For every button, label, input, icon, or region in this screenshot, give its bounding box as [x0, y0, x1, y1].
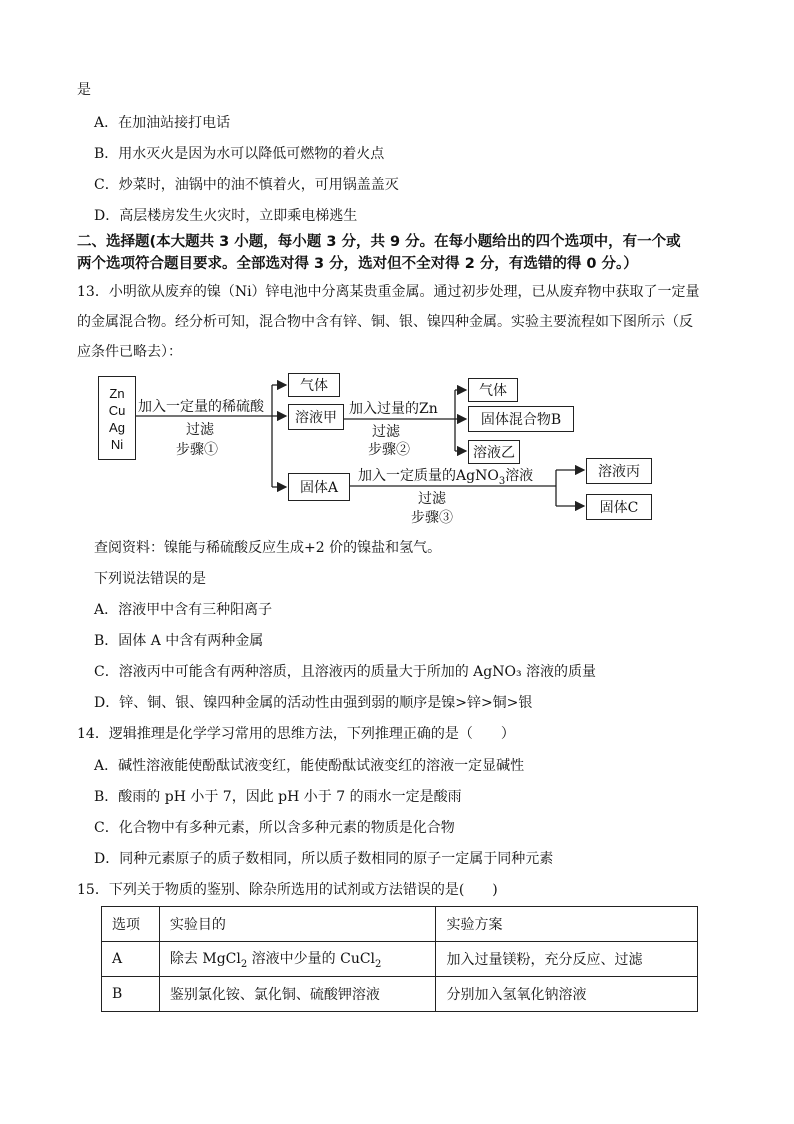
solid-c-box: 固体C [586, 494, 652, 520]
q14-option-d: D．同种元素原子的质子数相同，所以质子数相同的原子一定属于同种元素 [94, 851, 554, 867]
metal-ni: Ni [110, 437, 124, 452]
solution-yi-box: 溶液乙 [468, 440, 520, 464]
q12-tail: 是 [77, 82, 91, 98]
table-header-option: 选项 [102, 907, 160, 942]
q13-option-d: D．锌、铜、银、镍四种金属的活动性由强到弱的顺序是镍>锌>铜>银 [94, 695, 533, 711]
step2-reagent: 加入过量的Zn [349, 401, 438, 417]
q12-option-c: C．炒菜时，油锅中的油不慎着火，可用锅盖盖灭 [94, 177, 399, 193]
metal-ag: Ag [109, 420, 125, 435]
gas1-box: 气体 [288, 373, 340, 397]
step3-reagent: 加入一定质量的AgNO$_3$溶液 [358, 468, 534, 487]
section2-heading-line1: 二、选择题(本大题共 3 小题，每小题 3 分，共 9 分。在每小题给出的四个选项中，有一个或 [77, 234, 681, 250]
q15-table [101, 906, 698, 1012]
q12-option-a: A．在加油站接打电话 [94, 115, 231, 131]
q13-stem-line1: 13．小明欲从废弃的镍（Ni）锌电池中分离某贵重金属。通过初步处理，已从废弃物中获取了一定量 [77, 284, 700, 300]
q14-option-c: C．化合物中有多种元素，所以含多种元素的物质是化合物 [94, 820, 455, 836]
q12-option-b: B．用水灭火是因为水可以降低可燃物的着火点 [94, 146, 385, 162]
table-row [102, 942, 698, 977]
step1-name: 步骤① [176, 442, 218, 458]
table-cell-plan: 加入过量镁粉，充分反应、过滤 [436, 942, 698, 977]
q13-option-c: C．溶液丙中可能含有两种溶质，且溶液丙的质量大于所加的 AgNO₃ 溶液的质量 [94, 664, 597, 680]
solid-a-box: 固体A [288, 473, 350, 501]
step1-filter: 过滤 [186, 422, 214, 438]
q13-option-b: B．固体 A 中含有两种金属 [94, 633, 264, 649]
table-header-row [102, 907, 698, 942]
step2-name: 步骤② [368, 442, 410, 458]
table-cell-option: B [102, 977, 160, 1012]
gas2-box: 气体 [468, 378, 518, 402]
q12-option-d: D．高层楼房发生火灾时，立即乘电梯逃生 [94, 208, 358, 224]
solution-jia-box: 溶液甲 [288, 404, 344, 430]
section2-heading-line2: 两个选项符合题目要求。全部选对得 3 分，选对但不全对得 2 分，有选错的得 0 分。） [77, 256, 638, 272]
table-cell-option: A [102, 942, 160, 977]
q14-stem: 14．逻辑推理是化学学习常用的思维方法，下列推理正确的是（ ） [77, 726, 515, 742]
q13-ask: 下列说法错误的是 [94, 571, 206, 587]
q13-option-a: A．溶液甲中含有三种阳离子 [94, 602, 273, 618]
table-header-plan: 实验方案 [436, 907, 698, 942]
q13-stem-line3: 应条件已略去）： [77, 344, 182, 360]
table-cell-purpose: 鉴别氯化铵、氯化铜、硫酸钾溶液 [159, 977, 436, 1012]
table-cell-plan: 分别加入氢氧化钠溶液 [436, 977, 698, 1012]
q13-stem-line2: 的金属混合物。经分析可知，混合物中含有锌、铜、银、镍四种金属。实验主要流程如下图所示（反 [77, 314, 693, 330]
q13-info: 查阅资料：镍能与稀硫酸反应生成+2 价的镍盐和氢气。 [94, 540, 442, 556]
q14-option-b: B．酸雨的 pH 小于 7，因此 pH 小于 7 的雨水一定是酸雨 [94, 789, 462, 805]
metal-cu: Cu [108, 403, 126, 418]
solution-bing-box: 溶液丙 [586, 458, 652, 484]
q15-stem: 15．下列关于物质的鉴别、除杂所选用的试剂或方法错误的是( ) [77, 882, 498, 898]
step3-filter: 过滤 [418, 491, 446, 507]
step1-reagent: 加入一定量的稀硫酸 [138, 399, 264, 415]
table-header-purpose: 实验目的 [159, 907, 436, 942]
metal-mixture-box [98, 376, 136, 460]
solid-mix-b-box: 固体混合物B [468, 406, 574, 432]
table-row [102, 977, 698, 1012]
table-cell-purpose: 除去 MgCl$_2$ 溶液中少量的 CuCl$_2$ [159, 942, 436, 977]
q14-option-a: A．碱性溶液能使酚酞试液变红，能使酚酞试液变红的溶液一定显碱性 [94, 758, 525, 774]
step3-name: 步骤③ [411, 510, 453, 526]
step2-filter: 过滤 [372, 424, 400, 440]
metal-zn: Zn [109, 386, 125, 401]
